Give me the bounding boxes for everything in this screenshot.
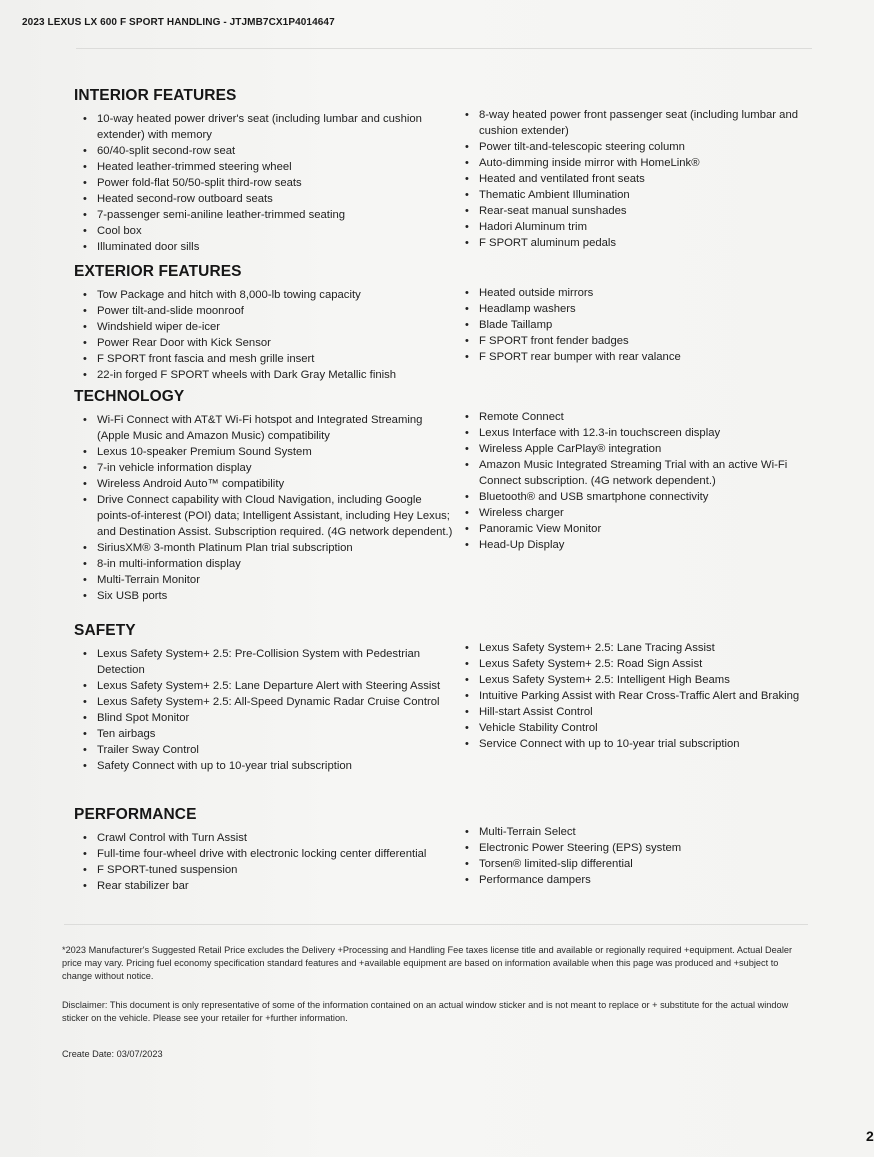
section-technology [72, 388, 824, 604]
list-item: • 60/40-split second-row seat [72, 143, 454, 159]
list-item: • 7-passenger semi-aniline leather-trimmed seating [72, 207, 454, 223]
feature-list-right [454, 285, 824, 383]
list-item: • Power fold-flat 50/50-split third-row seats [72, 175, 454, 191]
list-item: • 22-in forged F SPORT wheels with Dark Gray Metallic finish [72, 367, 454, 383]
msrp-footnote: *2023 Manufacturer's Suggested Retail Price excludes the Delivery +Processing and Handling Fee taxes license title and available or regionally required +equipment. Actual Dealer price may vary. Pricing fuel economy specification standard features and +available equipment are based on information available when this page was produced and +subject to change without notice. [62, 945, 793, 981]
list-item: • 8-in multi-information display [72, 556, 454, 572]
list-item: • Amazon Music Integrated Streaming Trial with an active Wi-Fi Connect subscription. (4G network dependent.) [454, 457, 824, 489]
list-item: • Head-Up Display [454, 537, 824, 553]
list-item: • Lexus Safety System+ 2.5: Pre-Collision System with Pedestrian Detection [72, 646, 454, 678]
create-date: Create Date: 03/07/2023 [62, 1049, 163, 1059]
list-item: • F SPORT front fascia and mesh grille insert [72, 351, 454, 367]
list-item: • Lexus Interface with 12.3-in touchscreen display [454, 425, 824, 441]
list-item: • Panoramic View Monitor [454, 521, 824, 537]
list-item: • Power Rear Door with Kick Sensor [72, 335, 454, 351]
list-item: • Ten airbags [72, 726, 454, 742]
list-item: • Lexus Safety System+ 2.5: Intelligent High Beams [454, 672, 824, 688]
list-item: • F SPORT-tuned suspension [72, 862, 454, 878]
section-performance [72, 806, 824, 894]
header-divider [76, 48, 812, 49]
feature-columns [72, 111, 824, 255]
section-interior-features [72, 87, 824, 255]
list-item: • 7-in vehicle information display [72, 460, 454, 476]
section-title: PERFORMANCE [74, 806, 197, 823]
list-item: • Rear stabilizer bar [72, 878, 454, 894]
list-item: • Six USB ports [72, 588, 454, 604]
list-item: • Multi-Terrain Monitor [72, 572, 454, 588]
list-item: • 10-way heated power driver's seat (including lumbar and cushion extender) with memory [72, 111, 454, 143]
list-item: • Illuminated door sills [72, 239, 454, 255]
feature-list-left [72, 412, 454, 604]
list-item: • Rear-seat manual sunshades [454, 203, 824, 219]
vehicle-title-header: 2023 LEXUS LX 600 F SPORT HANDLING - JTJMB7CX1P4014647 [22, 17, 335, 28]
section-exterior-features [72, 263, 824, 383]
list-item: • Heated and ventilated front seats [454, 171, 824, 187]
list-item: • Lexus Safety System+ 2.5: Lane Departure Alert with Steering Assist [72, 678, 454, 694]
list-item: • Lexus Safety System+ 2.5: Lane Tracing Assist [454, 640, 824, 656]
section-title: EXTERIOR FEATURES [74, 263, 242, 280]
list-item: • Vehicle Stability Control [454, 720, 824, 736]
feature-list-right [454, 824, 824, 894]
list-item: • Heated second-row outboard seats [72, 191, 454, 207]
list-item: • Torsen® limited-slip differential [454, 856, 824, 872]
list-item: • Blade Taillamp [454, 317, 824, 333]
list-item: • Drive Connect capability with Cloud Navigation, including Google points-of-interest (POI) data; Intelligent Assistant, including Hey Lexus; and Destination Assist. Subscription required. (4G network dependent.) [72, 492, 454, 540]
list-item: • Wireless Android Auto™ compatibility [72, 476, 454, 492]
list-item: • Intuitive Parking Assist with Rear Cross-Traffic Alert and Braking [454, 688, 824, 704]
list-item: • Safety Connect with up to 10-year trial subscription [72, 758, 454, 774]
list-item: • Lexus Safety System+ 2.5: All-Speed Dynamic Radar Cruise Control [72, 694, 454, 710]
list-item: • F SPORT front fender badges [454, 333, 824, 349]
section-safety [72, 622, 824, 774]
list-item: • 8-way heated power front passenger seat (including lumbar and cushion extender) [454, 107, 824, 139]
list-item: • Trailer Sway Control [72, 742, 454, 758]
list-item: • Full-time four-wheel drive with electronic locking center differential [72, 846, 454, 862]
list-item: • Performance dampers [454, 872, 824, 888]
list-item: • F SPORT rear bumper with rear valance [454, 349, 824, 365]
feature-list-right [454, 409, 824, 604]
feature-columns [72, 412, 824, 604]
list-item: • Blind Spot Monitor [72, 710, 454, 726]
list-item: • Cool box [72, 223, 454, 239]
list-item: • Headlamp washers [454, 301, 824, 317]
list-item: • Hill-start Assist Control [454, 704, 824, 720]
feature-columns [72, 642, 824, 774]
feature-list-left [72, 111, 454, 255]
list-item: • Lexus 10-speaker Premium Sound System [72, 444, 454, 460]
list-item: • Service Connect with up to 10-year trial subscription [454, 736, 824, 752]
list-item: • Multi-Terrain Select [454, 824, 824, 840]
list-item: • Electronic Power Steering (EPS) system [454, 840, 824, 856]
footer-divider [64, 924, 808, 925]
feature-list-left [72, 646, 454, 774]
list-item: • Wi-Fi Connect with AT&T Wi-Fi hotspot and Integrated Streaming (Apple Music and Amazon Music) compatibility [72, 412, 454, 444]
feature-list-left [72, 830, 454, 894]
list-item: • Bluetooth® and USB smartphone connectivity [454, 489, 824, 505]
feature-list-right [454, 107, 824, 255]
list-item: • SiriusXM® 3-month Platinum Plan trial subscription [72, 540, 454, 556]
feature-columns [72, 287, 824, 383]
disclaimer-text: Disclaimer: This document is only representative of some of the information contained on an actual window sticker and is not meant to replace or + substitute for the actual window sticker on the vehicle. Please see your retailer for +further information. [62, 1000, 789, 1023]
list-item: • Crawl Control with Turn Assist [72, 830, 454, 846]
list-item: • Windshield wiper de-icer [72, 319, 454, 335]
feature-list-right [454, 640, 824, 774]
section-title: INTERIOR FEATURES [74, 87, 237, 104]
list-item: • Wireless charger [454, 505, 824, 521]
section-title: SAFETY [74, 622, 136, 639]
section-title: TECHNOLOGY [74, 388, 185, 405]
list-item: • Tow Package and hitch with 8,000-lb towing capacity [72, 287, 454, 303]
feature-list-left [72, 287, 454, 383]
list-item: • Heated outside mirrors [454, 285, 824, 301]
list-item: • Wireless Apple CarPlay® integration [454, 441, 824, 457]
list-item: • Thematic Ambient Illumination [454, 187, 824, 203]
list-item: • Lexus Safety System+ 2.5: Road Sign Assist [454, 656, 824, 672]
feature-columns [72, 826, 824, 894]
list-item: • Power tilt-and-slide moonroof [72, 303, 454, 319]
list-item: • Power tilt-and-telescopic steering column [454, 139, 824, 155]
list-item: • F SPORT aluminum pedals [454, 235, 824, 251]
list-item: • Hadori Aluminum trim [454, 219, 824, 235]
page-number: 2 [866, 1128, 874, 1144]
list-item: • Remote Connect [454, 409, 824, 425]
list-item: • Auto-dimming inside mirror with HomeLink® [454, 155, 824, 171]
list-item: • Heated leather-trimmed steering wheel [72, 159, 454, 175]
